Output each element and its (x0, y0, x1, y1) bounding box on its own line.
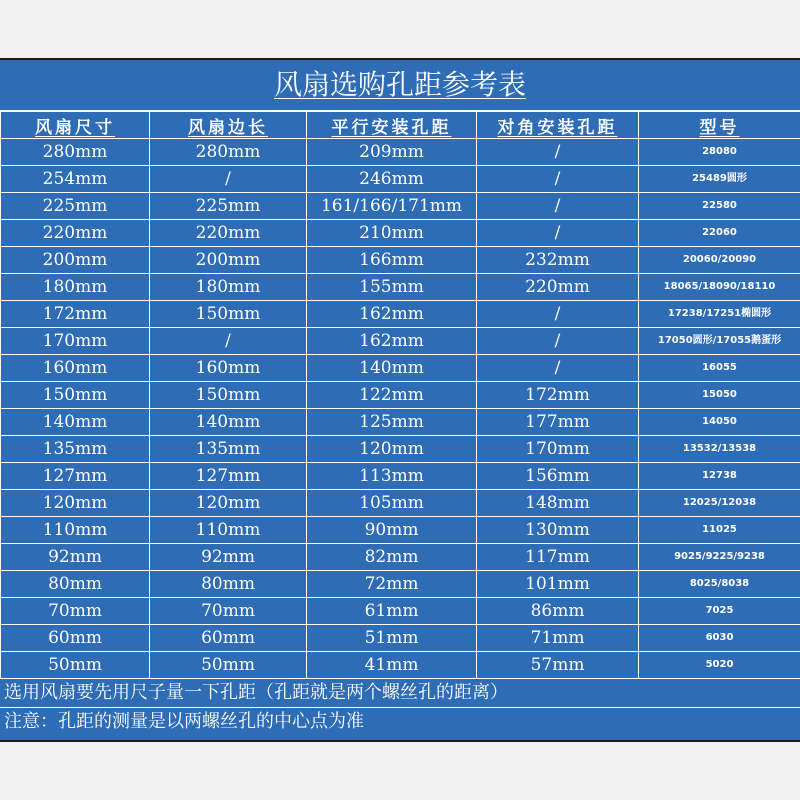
cell-side-length: 150mm (150, 301, 307, 328)
cell-fan-size: 254mm (1, 166, 150, 193)
cell-fan-size: 220mm (1, 220, 150, 247)
cell-parallel-spacing: 61mm (307, 598, 477, 625)
cell-parallel-spacing: 162mm (307, 328, 477, 355)
cell-parallel-spacing: 82mm (307, 544, 477, 571)
table-row (1, 193, 800, 220)
cell-diagonal-spacing: / (477, 301, 639, 328)
cell-diagonal-spacing: / (477, 220, 639, 247)
cell-model: 22060 (639, 220, 800, 247)
table-row (1, 571, 800, 598)
cell-model: 13532/13538 (639, 436, 800, 463)
cell-parallel-spacing: 105mm (307, 490, 477, 517)
cell-parallel-spacing: 209mm (307, 139, 477, 166)
cell-parallel-spacing: 90mm (307, 517, 477, 544)
cell-diagonal-spacing: 117mm (477, 544, 639, 571)
cell-diagonal-spacing: 177mm (477, 409, 639, 436)
cell-model: 14050 (639, 409, 800, 436)
cell-diagonal-spacing: 130mm (477, 517, 639, 544)
cell-side-length: 280mm (150, 139, 307, 166)
table-title (0, 60, 800, 111)
cell-side-length: 160mm (150, 355, 307, 382)
cell-diagonal-spacing: 232mm (477, 247, 639, 274)
cell-model: 6030 (639, 625, 800, 652)
cell-fan-size: 50mm (1, 652, 150, 679)
cell-diagonal-spacing: 170mm (477, 436, 639, 463)
cell-diagonal-spacing: 156mm (477, 463, 639, 490)
cell-side-length: 127mm (150, 463, 307, 490)
cell-diagonal-spacing: 148mm (477, 490, 639, 517)
table-row (1, 301, 800, 328)
cell-fan-size: 180mm (1, 274, 150, 301)
cell-fan-size: 110mm (1, 517, 150, 544)
cell-parallel-spacing: 120mm (307, 436, 477, 463)
cell-model: 8025/8038 (639, 571, 800, 598)
cell-model: 17238/17251椭圆形 (639, 301, 800, 328)
cell-side-length: 225mm (150, 193, 307, 220)
cell-model: 28080 (639, 139, 800, 166)
cell-side-length: 220mm (150, 220, 307, 247)
table-row (1, 139, 800, 166)
cell-model: 9025/9225/9238 (639, 544, 800, 571)
cell-model: 7025 (639, 598, 800, 625)
cell-model: 11025 (639, 517, 800, 544)
table-row (1, 625, 800, 652)
cell-diagonal-spacing: 101mm (477, 571, 639, 598)
cell-side-length: 50mm (150, 652, 307, 679)
cell-parallel-spacing: 113mm (307, 463, 477, 490)
cell-model: 12738 (639, 463, 800, 490)
cell-model: 5020 (639, 652, 800, 679)
cell-parallel-spacing: 125mm (307, 409, 477, 436)
table-row (1, 166, 800, 193)
cell-parallel-spacing: 210mm (307, 220, 477, 247)
table-row (1, 355, 800, 382)
cell-side-length: 140mm (150, 409, 307, 436)
cell-model: 16055 (639, 355, 800, 382)
cell-side-length: 110mm (150, 517, 307, 544)
cell-fan-size: 150mm (1, 382, 150, 409)
cell-side-length: 135mm (150, 436, 307, 463)
cell-fan-size: 70mm (1, 598, 150, 625)
header-side-length: 风扇边长 (150, 112, 307, 139)
table-row (1, 463, 800, 490)
table-row (1, 517, 800, 544)
cell-parallel-spacing: 162mm (307, 301, 477, 328)
cell-diagonal-spacing: / (477, 193, 639, 220)
table-row (1, 274, 800, 301)
table-body (1, 139, 800, 679)
cell-diagonal-spacing: / (477, 355, 639, 382)
note-measure-tip: 选用风扇要先用尺子量一下孔距（孔距就是两个螺丝孔的距离） (0, 679, 800, 708)
cell-fan-size: 172mm (1, 301, 150, 328)
table-row (1, 328, 800, 355)
cell-diagonal-spacing: / (477, 166, 639, 193)
cell-model: 17050圆形/17055鹅蛋形 (639, 328, 800, 355)
table-row (1, 436, 800, 463)
table-row (1, 652, 800, 679)
cell-model: 18065/18090/18110 (639, 274, 800, 301)
cell-parallel-spacing: 41mm (307, 652, 477, 679)
cell-side-length: 200mm (150, 247, 307, 274)
cell-parallel-spacing: 246mm (307, 166, 477, 193)
cell-model: 25489圆形 (639, 166, 800, 193)
table-row (1, 544, 800, 571)
header-row (1, 112, 800, 139)
cell-fan-size: 160mm (1, 355, 150, 382)
table-row (1, 220, 800, 247)
cell-fan-size: 120mm (1, 490, 150, 517)
header-model: 型号 (639, 112, 800, 139)
cell-side-length: 180mm (150, 274, 307, 301)
cell-parallel-spacing: 140mm (307, 355, 477, 382)
cell-parallel-spacing: 166mm (307, 247, 477, 274)
cell-side-length: 92mm (150, 544, 307, 571)
cell-diagonal-spacing: 220mm (477, 274, 639, 301)
table-title-text: 风扇选购孔距参考表 (273, 68, 526, 101)
cell-fan-size: 135mm (1, 436, 150, 463)
cell-diagonal-spacing: 172mm (477, 382, 639, 409)
header-diagonal-spacing: 对角安装孔距 (477, 112, 639, 139)
cell-diagonal-spacing: 57mm (477, 652, 639, 679)
cell-fan-size: 127mm (1, 463, 150, 490)
cell-model: 22580 (639, 193, 800, 220)
cell-side-length: 120mm (150, 490, 307, 517)
cell-fan-size: 80mm (1, 571, 150, 598)
table-row (1, 247, 800, 274)
cell-fan-size: 60mm (1, 625, 150, 652)
cell-fan-size: 225mm (1, 193, 150, 220)
cell-parallel-spacing: 72mm (307, 571, 477, 598)
table-row (1, 490, 800, 517)
cell-model: 15050 (639, 382, 800, 409)
cell-fan-size: 170mm (1, 328, 150, 355)
cell-parallel-spacing: 51mm (307, 625, 477, 652)
cell-fan-size: 200mm (1, 247, 150, 274)
cell-fan-size: 280mm (1, 139, 150, 166)
cell-diagonal-spacing: / (477, 328, 639, 355)
cell-fan-size: 140mm (1, 409, 150, 436)
spacing-table (0, 111, 800, 679)
cell-diagonal-spacing: 86mm (477, 598, 639, 625)
table-row (1, 598, 800, 625)
cell-side-length: 60mm (150, 625, 307, 652)
note-measure-rule: 注意：孔距的测量是以两螺丝孔的中心点为准 (4, 711, 364, 732)
cell-diagonal-spacing: / (477, 139, 639, 166)
cell-side-length: / (150, 328, 307, 355)
cell-model: 12025/12038 (639, 490, 800, 517)
cell-side-length: 150mm (150, 382, 307, 409)
cell-side-length: 70mm (150, 598, 307, 625)
cell-side-length: 80mm (150, 571, 307, 598)
cell-parallel-spacing: 161/166/171mm (307, 193, 477, 220)
header-fan-size: 风扇尺寸 (1, 112, 150, 139)
cell-diagonal-spacing: 71mm (477, 625, 639, 652)
reference-sheet (0, 58, 800, 742)
table-row (1, 409, 800, 436)
table-row (1, 382, 800, 409)
cell-parallel-spacing: 155mm (307, 274, 477, 301)
cell-parallel-spacing: 122mm (307, 382, 477, 409)
header-parallel-spacing: 平行安装孔距 (307, 112, 477, 139)
cell-fan-size: 92mm (1, 544, 150, 571)
cell-side-length: / (150, 166, 307, 193)
cell-model: 20060/20090 (639, 247, 800, 274)
